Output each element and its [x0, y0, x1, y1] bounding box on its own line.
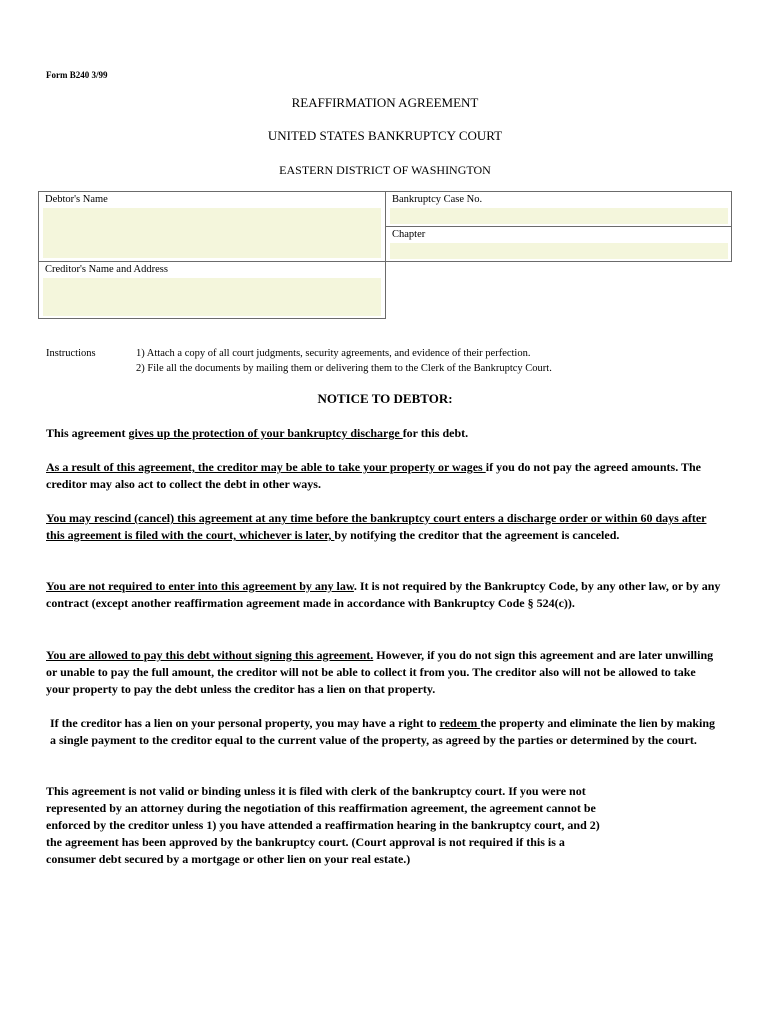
p1-text-a: This agreement [46, 426, 129, 440]
case-info-grid [38, 191, 732, 319]
notice-heading: NOTICE TO DEBTOR: [317, 391, 453, 406]
p5-underlined: You are allowed to pay this debt without signing this agreement. [46, 648, 374, 662]
district-name: EASTERN DISTRICT OF WASHINGTON [279, 163, 491, 177]
paragraph-pay-without-signing [46, 647, 722, 698]
p3-text: by notifying the creditor that the agreement is canceled. [334, 528, 620, 542]
paragraph-rescind [46, 510, 722, 544]
p6-text-a: If the creditor has a lien on your personal property, you may have a right to [50, 716, 440, 730]
p2-text: if you do not pay the agreed amounts. The creditor may also act to collect the debt in other ways. [46, 460, 701, 491]
p2-underlined: As a result of this agreement, the creditor may be able to take your property or wages [46, 460, 486, 474]
debtor-name-label: Debtor's Name [45, 194, 108, 205]
p3-underlined: You may rescind (cancel) this agreement at any time before the bankruptcy court enters a discharge order or within 60 days after this agreement is filed with the court, whichever is later, [46, 511, 707, 542]
chapter-cell [385, 226, 732, 262]
document-title: REAFFIRMATION AGREEMENT [291, 95, 479, 110]
paragraph-redeem [50, 715, 722, 749]
p1-underlined: gives up the protection of your bankruptcy discharge [128, 426, 403, 440]
p6-text-b: the property and eliminate the lien by making a single payment to the creditor equal to the current value of the property, as agreed by the parties or determined by the court. [50, 716, 716, 747]
p1-text-b: for this debt. [402, 426, 469, 440]
p4-text: . It is not required by the Bankruptcy Code, by any other law, or by any contract (except another reaffirmation agreement made in accordance with Bankruptcy Code § 524(c)). [46, 579, 721, 610]
chapter-label: Chapter [392, 229, 426, 240]
creditor-label: Creditor's Name and Address [45, 264, 168, 275]
case-number-cell [385, 191, 732, 227]
instruction-line-2: 2) File all the documents by mailing them or delivering them to the Clerk of the Bankruptcy Court. [136, 363, 552, 374]
paragraph-validity: This agreement is not valid or binding unless it is filed with clerk of the bankruptcy court. If you were not represented by an attorney during the negotiation of this reaffirmation agreement, the agreement cannot be enforced by the creditor unless 1) you have attended a reaffirmation hearing in the bankruptcy court, and 2) the agreement has been approved by the bankruptcy court. (Court approval is not required if this is a consumer debt secured by a mortgage or other lien on your real estate.) [46, 784, 600, 866]
creditor-cell [38, 261, 386, 319]
paragraph-not-required [46, 578, 722, 612]
p5-text: However, if you do not sign this agreement and are later unwilling or unable to pay the full amount, the creditor will not be able to collect it from you. The creditor also will not be allowed to take your property to pay the debt unless the creditor has a lien on that property. [46, 648, 714, 696]
debtor-name-cell [38, 191, 386, 262]
case-number-field[interactable] [390, 208, 728, 224]
debtor-name-field[interactable] [43, 208, 381, 258]
p6-underlined: redeem [439, 716, 481, 730]
instruction-line-1: 1) Attach a copy of all court judgments, security agreements, and evidence of their perfection. [136, 348, 531, 359]
court-name: UNITED STATES BANKRUPTCY COURT [267, 128, 503, 143]
paragraph-property [46, 459, 722, 493]
case-number-label: Bankruptcy Case No. [392, 194, 483, 205]
form-number: Form B240 3/99 [46, 70, 108, 80]
chapter-field[interactable] [390, 243, 728, 259]
paragraph-discharge [46, 425, 722, 442]
p4-underlined: You are not required to enter into this agreement by any law [46, 579, 354, 593]
instructions-label: Instructions [46, 348, 96, 359]
creditor-field[interactable] [43, 278, 381, 316]
